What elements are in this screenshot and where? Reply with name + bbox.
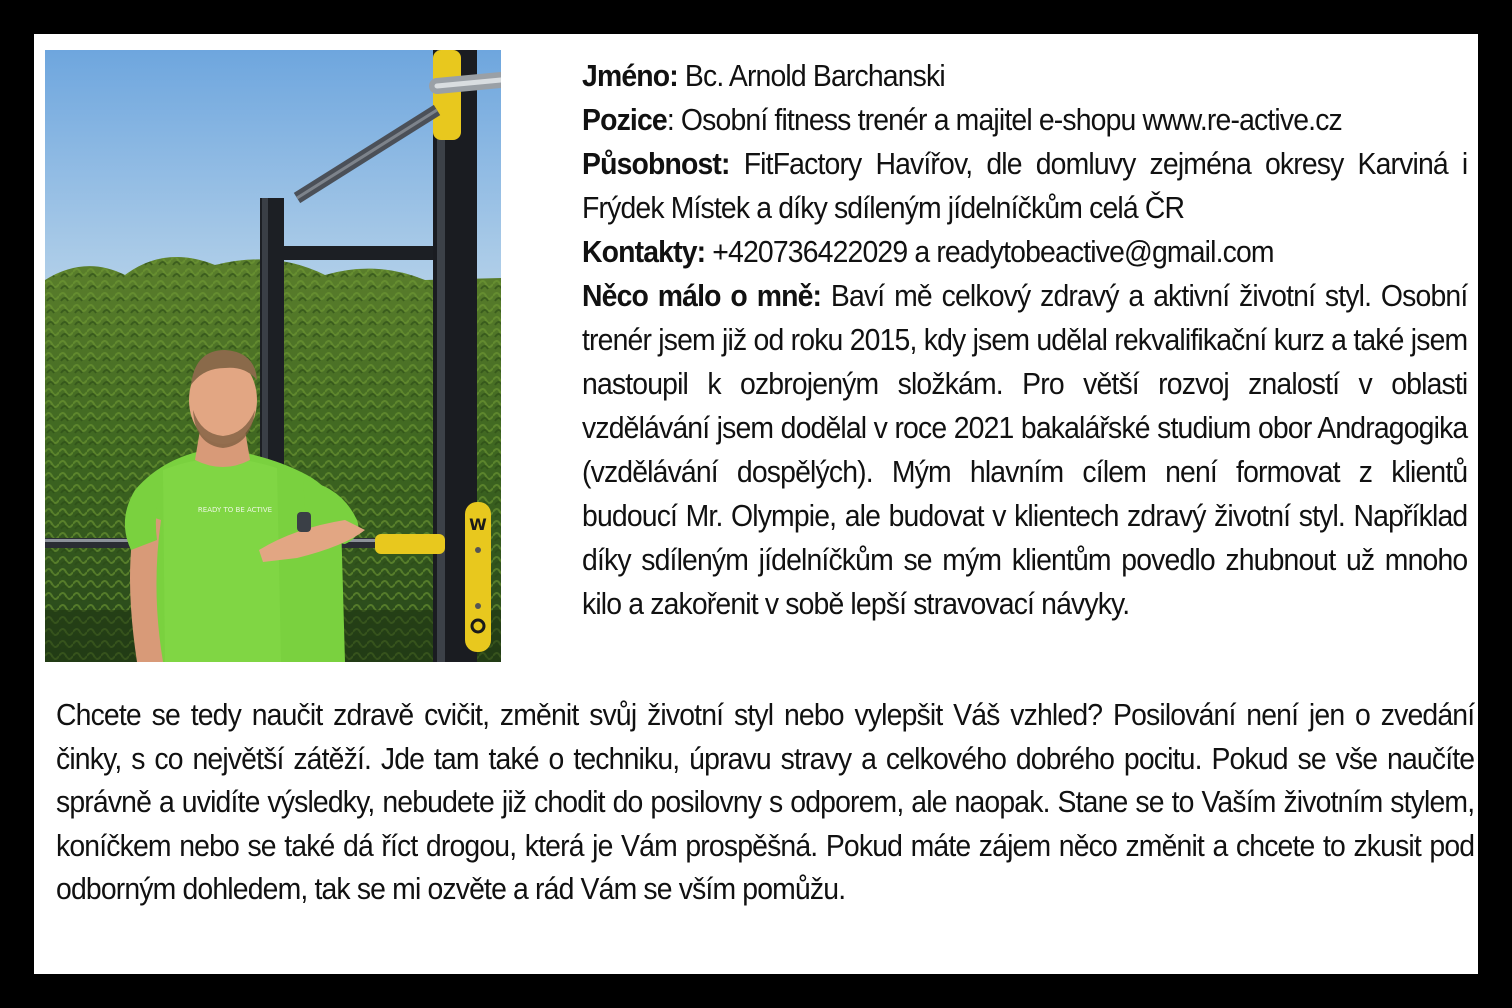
bio-position-line (582, 98, 1467, 142)
about-label: Něco málo o mně: (582, 279, 822, 313)
about-value: Baví mě celkový zdravý a aktivní životní styl. Osobní trenér jsem již od roku 2015, kdy jsem udělal rekvalifikační kurz a také jsem nastoupil k ozbrojeným složkám. Pro větší rozvoj znalostí v oblasti vzdělávání jsem dodělal v roce 2021 bakalářské studium obor Andragogika (vzdělávání dospělých). Mým hlavním cílem není formovat z klientů budoucí Mr. Olympie, ale budovat v klientech zdravý životní styl. Například díky sdíleným jídelníčkům se mým klientům povedlo zhubnout už mnoho kilo a zakořenit v sobě lepší stravovací návyky. (582, 279, 1468, 621)
bio-area-line (582, 142, 1467, 230)
plate-letter: W (469, 515, 487, 534)
name-label: Jméno: (582, 59, 678, 93)
bio-name-line (582, 54, 1467, 98)
position-label: Pozice (582, 103, 667, 137)
contacts-label: Kontakty: (582, 235, 706, 269)
name-value: Bc. Arnold Barchanski (677, 59, 945, 93)
bio-about-paragraph (582, 274, 1467, 626)
trainer-bio (582, 54, 1467, 626)
bio-contacts-line (582, 230, 1467, 274)
contacts-value: +420736422029 a readytobeactive@gmail.com (705, 235, 1274, 269)
trainer-photo (45, 50, 501, 662)
profile-card (34, 34, 1478, 974)
trainer-photo-illustration (45, 50, 501, 662)
position-value: : Osobní fitness trenér a majitel e-shopu www.re-active.cz (666, 103, 1342, 137)
area-label: Působnost: (582, 147, 730, 181)
area-value: FitFactory Havířov, dle domluvy zejména okresy Karviná i Frýdek Místek a díky sdíleným jídelníčkům celá ČR (582, 147, 1468, 225)
outro-paragraph: Chcete se tedy naučit zdravě cvičit, změnit svůj životní styl nebo vylepšit Váš vzhled? Posilování není jen o zvedání činky, s co největší zátěží. Jde tam také o techniku, úpravu stravy a celkového dobrého pocitu. Pokud se vše naučíte správně a uvidíte výsledky, nebudete již chodit do posilovny s odporem, ale naopak. Stane se to Vaším životním stylem, koníčkem nebo se také dá říct drogou, která je Vám prospěšná. Pokud máte zájem něco změnit a chcete to zkusit pod odborným dohledem, tak se mi ozvěte a rád Vám se vším pomůžu. (56, 698, 1475, 906)
shirt-logo: READY TO BE ACTIVE (197, 506, 273, 514)
